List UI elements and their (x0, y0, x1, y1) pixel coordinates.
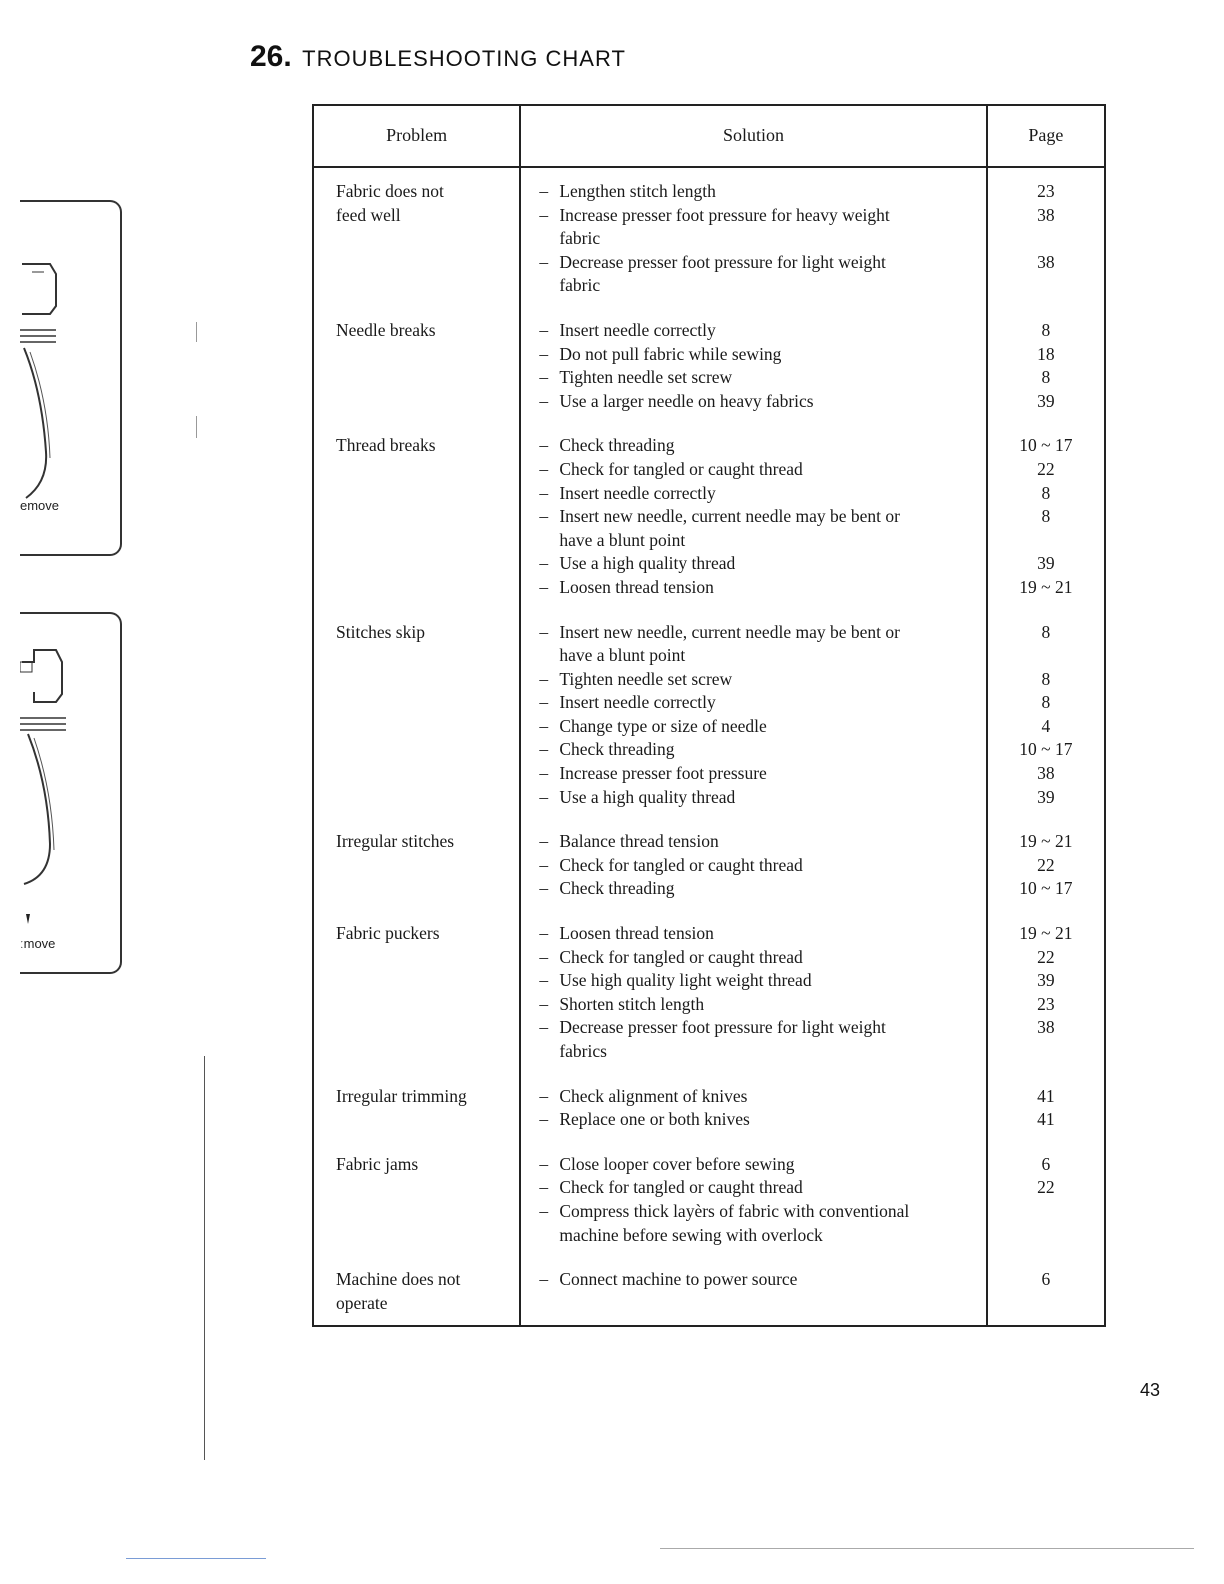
page-ref: 41 (1037, 1085, 1055, 1106)
problem-cell (313, 1258, 520, 1326)
solution-text: Check for tangled or caught thread (559, 854, 803, 875)
dash-bullet: – (539, 923, 549, 944)
page-heading (250, 40, 626, 74)
solution-line (539, 830, 985, 854)
dash-bullet: – (539, 786, 549, 807)
scan-mark (196, 416, 197, 438)
solution-line (539, 343, 985, 367)
solution-cell (520, 309, 986, 424)
page-ref: 23 (1037, 993, 1055, 1014)
solution-cell (520, 167, 986, 309)
page-ref (988, 1224, 1104, 1248)
solution-line (539, 1268, 985, 1292)
solution-line (539, 738, 985, 762)
problem-cell (313, 424, 520, 610)
problem-cell (313, 912, 520, 1075)
solution-line (539, 366, 985, 390)
page-ref: 22 (1037, 458, 1055, 479)
solution-line (539, 458, 985, 482)
solution-line (539, 715, 985, 739)
solution-line (539, 1040, 985, 1064)
solution-cell (520, 820, 986, 912)
solution-line (539, 180, 985, 204)
solution-text: Check alignment of knives (559, 1085, 748, 1106)
page-ref: 10 ~ 17 (1019, 878, 1073, 899)
problem-text: operate (336, 1292, 388, 1313)
page-ref: 8 (1041, 319, 1051, 340)
solution-text: Insert needle correctly (559, 482, 716, 503)
solution-text: Insert new needle, current needle may be bent or (559, 506, 900, 527)
dash-bullet: – (539, 506, 549, 527)
solution-text: Check threading (559, 739, 675, 760)
solution-line (539, 969, 985, 993)
dash-bullet: – (539, 831, 549, 852)
dash-bullet: – (539, 1153, 549, 1174)
solution-text: Check threading (559, 878, 675, 899)
dash-bullet: – (539, 435, 549, 456)
solution-text: Balance thread tension (559, 831, 719, 852)
solution-line (539, 1085, 985, 1109)
page-cell (987, 424, 1105, 610)
page-ref: 19 ~ 21 (1019, 923, 1073, 944)
solution-text: Connect machine to power source (559, 1269, 798, 1290)
table-row (313, 1258, 1105, 1326)
solution-text: have a blunt point (559, 529, 686, 550)
solution-text: Loosen thread tension (559, 576, 714, 597)
problem-text: Stitches skip (336, 621, 425, 642)
side-label: emove (20, 498, 60, 513)
solution-cell (520, 1075, 986, 1143)
solution-line (539, 691, 985, 715)
problem-cell (313, 167, 520, 309)
page-ref: 8 (1041, 668, 1051, 689)
solution-line (539, 505, 985, 529)
solution-line (539, 434, 985, 458)
solution-text: Replace one or both knives (559, 1109, 750, 1130)
solution-line (539, 668, 985, 692)
dash-bullet: – (539, 251, 549, 272)
side-label: ːmove (20, 936, 56, 951)
dash-bullet: – (539, 715, 549, 736)
dash-bullet: – (539, 1017, 549, 1038)
page-cell (987, 1258, 1105, 1326)
page-ref: 39 (1037, 390, 1055, 411)
dash-bullet: – (539, 668, 549, 689)
dash-bullet: – (539, 739, 549, 760)
solution-line (539, 319, 985, 343)
page-ref: 23 (1037, 181, 1055, 201)
dash-bullet: – (539, 1177, 549, 1198)
solution-text: Increase presser foot pressure for heavy weight (559, 204, 890, 225)
solution-line (539, 204, 985, 228)
page-cell (987, 912, 1105, 1075)
solution-cell (520, 424, 986, 610)
solution-line (539, 576, 985, 600)
page-ref: 4 (1041, 715, 1051, 736)
page-ref: 8 (1041, 367, 1051, 388)
table-row (313, 820, 1105, 912)
page-ref (988, 274, 1104, 298)
solution-line (539, 877, 985, 901)
solution-line (539, 1176, 985, 1200)
page-ref: 22 (1037, 1177, 1055, 1198)
problem-text: feed well (336, 204, 401, 225)
page-ref: 39 (1037, 970, 1055, 991)
solution-text: Loosen thread tension (559, 923, 714, 944)
solution-cell (520, 1258, 986, 1326)
problem-cell (313, 611, 520, 821)
solution-line (539, 854, 985, 878)
dash-bullet: – (539, 390, 549, 411)
dash-bullet: – (539, 621, 549, 642)
dash-bullet: – (539, 343, 549, 364)
problem-text: Fabric puckers (336, 923, 440, 944)
problem-text: Irregular trimming (336, 1085, 467, 1106)
page-cell (987, 167, 1105, 309)
page-ref: 39 (1037, 786, 1055, 807)
dash-bullet: – (539, 878, 549, 899)
solution-text: Use a high quality thread (559, 786, 736, 807)
dash-bullet: – (539, 576, 549, 597)
problem-cell (313, 1075, 520, 1143)
scan-mark (196, 322, 197, 342)
problem-text: Thread breaks (336, 435, 436, 456)
section-number: 26. (250, 40, 292, 73)
page-ref: 22 (1037, 854, 1055, 875)
dash-bullet: – (539, 367, 549, 388)
solution-cell (520, 611, 986, 821)
solution-text: machine before sewing with overlock (559, 1224, 823, 1245)
page-ref: 8 (1041, 692, 1051, 713)
page-cell (987, 820, 1105, 912)
solution-line (539, 227, 985, 251)
solution-line (539, 621, 985, 645)
page-ref: 22 (1037, 946, 1055, 967)
page-ref: 38 (1037, 763, 1055, 784)
table-row (313, 1075, 1105, 1143)
solution-cell (520, 912, 986, 1075)
solution-text: fabric (559, 228, 601, 249)
problem-text: Machine does not (336, 1269, 461, 1290)
problem-cell (313, 309, 520, 424)
dash-bullet: – (539, 458, 549, 479)
dash-bullet: – (539, 970, 549, 991)
solution-text: Insert needle correctly (559, 319, 716, 340)
page-ref: 18 (1037, 343, 1055, 364)
problem-text: Needle breaks (336, 319, 436, 340)
solution-text: Close looper cover before sewing (559, 1153, 795, 1174)
scan-mark (660, 1548, 1194, 1549)
page-ref (988, 1200, 1104, 1224)
solution-line (539, 1153, 985, 1177)
solution-line (539, 1200, 985, 1224)
solution-text: Insert needle correctly (559, 692, 716, 713)
solution-text: Tighten needle set screw (559, 367, 733, 388)
solution-line (539, 274, 985, 298)
dash-bullet: – (539, 1200, 549, 1221)
header-solution: Solution (520, 105, 986, 167)
problem-cell (313, 1143, 520, 1258)
solution-text: Tighten needle set screw (559, 668, 733, 689)
solution-text: Use a larger needle on heavy fabrics (559, 390, 814, 411)
solution-line (539, 552, 985, 576)
table-row (313, 167, 1105, 309)
dash-bullet: – (539, 181, 549, 201)
page-number: 43 (1140, 1380, 1161, 1400)
solution-text: Insert new needle, current needle may be bent or (559, 621, 900, 642)
dash-bullet: – (539, 1269, 549, 1290)
table-body (313, 167, 1105, 1326)
dash-bullet: – (539, 319, 549, 340)
table-row (313, 424, 1105, 610)
table-row (313, 611, 1105, 821)
page-ref: 38 (1037, 251, 1055, 272)
dash-bullet: – (539, 692, 549, 713)
solution-text: Do not pull fabric while sewing (559, 343, 782, 364)
page-cell (987, 611, 1105, 821)
solution-line (539, 993, 985, 1017)
solution-text: Check for tangled or caught thread (559, 1177, 803, 1198)
page-cell (987, 309, 1105, 424)
page-ref: 8 (1041, 506, 1051, 527)
page-ref (988, 644, 1104, 668)
dash-bullet: – (539, 993, 549, 1014)
solution-line (539, 390, 985, 414)
dash-bullet: – (539, 763, 549, 784)
solution-line (539, 482, 985, 506)
solution-line (539, 1108, 985, 1132)
solution-text: Lengthen stitch length (559, 181, 716, 201)
solution-text: Increase presser foot pressure (559, 763, 767, 784)
margin-rule (204, 1056, 205, 1460)
solution-line (539, 946, 985, 970)
problem-text: Irregular stitches (336, 831, 455, 852)
page-ref: 8 (1041, 482, 1051, 503)
page-ref: 41 (1037, 1109, 1055, 1130)
solution-line (539, 1016, 985, 1040)
dash-bullet: – (539, 204, 549, 225)
solution-text: Use a high quality thread (559, 553, 736, 574)
solution-line (539, 922, 985, 946)
troubleshooting-table (312, 104, 1106, 1327)
dash-bullet: – (539, 854, 549, 875)
solution-text: Shorten stitch length (559, 993, 705, 1014)
page-ref: 38 (1037, 1017, 1055, 1038)
problem-text: Fabric jams (336, 1153, 419, 1174)
table-row (313, 912, 1105, 1075)
page-cell (987, 1075, 1105, 1143)
solution-line (539, 786, 985, 810)
side-illustration-panel (20, 612, 122, 974)
solution-line (539, 644, 985, 668)
page-ref: 6 (1041, 1269, 1051, 1290)
solution-text: Decrease presser foot pressure for light weight (559, 251, 886, 272)
page-ref: 19 ~ 21 (1019, 576, 1073, 597)
presser-foot-sketch (20, 614, 120, 972)
page-ref (988, 529, 1104, 553)
problem-text: Fabric does not (336, 181, 444, 201)
solution-line (539, 762, 985, 786)
page-ref: 8 (1041, 621, 1051, 642)
header-problem: Problem (313, 105, 520, 167)
solution-text: Compress thick layèrs of fabric with conventional (559, 1200, 910, 1221)
dash-bullet: – (539, 1085, 549, 1106)
page-ref: 10 ~ 17 (1019, 739, 1073, 760)
dash-bullet: – (539, 1109, 549, 1130)
dash-bullet: – (539, 482, 549, 503)
solution-text: Check for tangled or caught thread (559, 946, 803, 967)
solution-text: Decrease presser foot pressure for light weight (559, 1017, 886, 1038)
side-illustration-panel (20, 200, 122, 556)
dash-bullet: – (539, 946, 549, 967)
solution-line (539, 1224, 985, 1248)
page-ref: 10 ~ 17 (1019, 435, 1073, 456)
page-ref (988, 1040, 1104, 1064)
page-ref: 39 (1037, 553, 1055, 574)
solution-cell (520, 1143, 986, 1258)
page-ref (988, 227, 1104, 251)
page-ref: 19 ~ 21 (1019, 831, 1073, 852)
page-ref: 6 (1041, 1153, 1051, 1174)
solution-text: Check threading (559, 435, 675, 456)
header-page: Page (987, 105, 1105, 167)
solution-line (539, 529, 985, 553)
problem-cell (313, 820, 520, 912)
page-ref: 38 (1037, 204, 1055, 225)
table-row (313, 309, 1105, 424)
solution-text: fabric (559, 275, 601, 296)
solution-text: Check for tangled or caught thread (559, 458, 803, 479)
solution-line (539, 251, 985, 275)
page-cell (987, 1143, 1105, 1258)
dash-bullet: – (539, 553, 549, 574)
solution-text: Change type or size of needle (559, 715, 767, 736)
solution-text: fabrics (559, 1041, 607, 1061)
solution-text: Use high quality light weight thread (559, 970, 812, 991)
scan-mark (126, 1558, 266, 1559)
solution-text: have a blunt point (559, 645, 686, 666)
section-title: TROUBLESHOOTING CHART (302, 46, 626, 71)
table-row (313, 1143, 1105, 1258)
